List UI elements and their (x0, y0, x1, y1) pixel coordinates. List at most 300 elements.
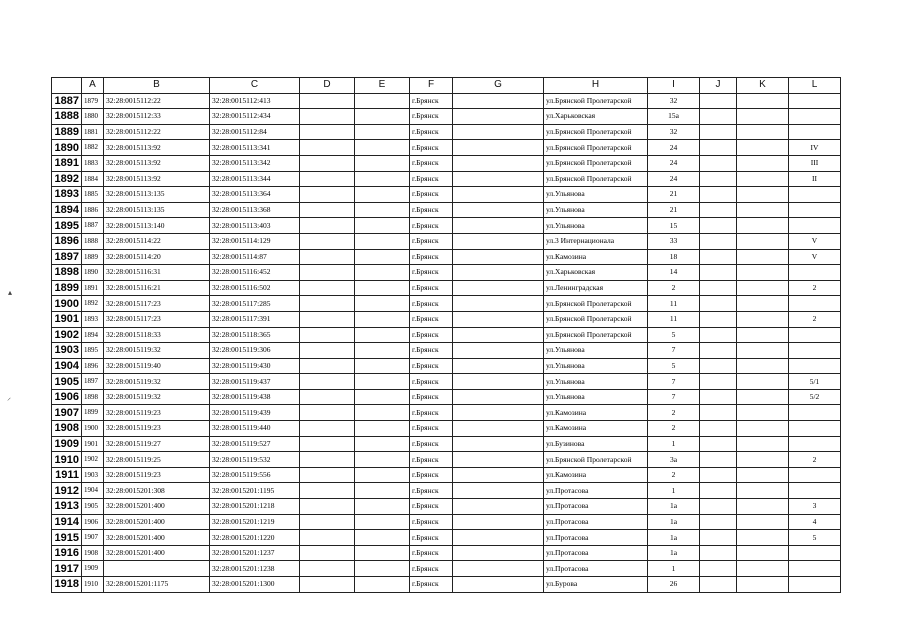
cell-k[interactable] (737, 545, 789, 561)
cell-d[interactable] (300, 109, 355, 125)
cell-a[interactable]: 1902 (82, 452, 104, 468)
cell-d[interactable] (300, 545, 355, 561)
cell-d[interactable] (300, 343, 355, 359)
cell-b[interactable]: 32:28:0015117:23 (104, 296, 210, 312)
cell-c[interactable]: 32:28:0015119:438 (210, 389, 300, 405)
cell-a[interactable]: 1880 (82, 109, 104, 125)
cell-c[interactable]: 32:28:0015201:1237 (210, 545, 300, 561)
cell-h[interactable]: ул.Протасова (544, 545, 648, 561)
row-number[interactable]: 1904 (52, 358, 82, 374)
cell-g[interactable] (453, 561, 544, 577)
cell-e[interactable] (355, 483, 410, 499)
cell-a[interactable]: 1885 (82, 187, 104, 203)
cell-f[interactable]: г.Брянск (410, 343, 453, 359)
cell-i[interactable]: 1 (648, 561, 700, 577)
cell-j[interactable] (700, 109, 737, 125)
cell-h[interactable]: ул.Брянской Пролетарской (544, 327, 648, 343)
cell-j[interactable] (700, 187, 737, 203)
cell-i[interactable]: 15а (648, 109, 700, 125)
cell-a[interactable]: 1904 (82, 483, 104, 499)
cell-a[interactable]: 1905 (82, 499, 104, 515)
cell-h[interactable]: ул.Протасова (544, 499, 648, 515)
cell-j[interactable] (700, 467, 737, 483)
cell-d[interactable] (300, 93, 355, 109)
cell-i[interactable]: 1 (648, 483, 700, 499)
cell-d[interactable] (300, 421, 355, 437)
cell-k[interactable] (737, 358, 789, 374)
cell-b[interactable]: 32:28:0015119:32 (104, 389, 210, 405)
cell-d[interactable] (300, 405, 355, 421)
cell-k[interactable] (737, 93, 789, 109)
cell-c[interactable]: 32:28:0015116:452 (210, 265, 300, 281)
cell-j[interactable] (700, 358, 737, 374)
cell-j[interactable] (700, 249, 737, 265)
cell-a[interactable]: 1884 (82, 171, 104, 187)
cell-a[interactable]: 1879 (82, 93, 104, 109)
column-header-k[interactable]: K (737, 78, 789, 94)
cell-l[interactable]: 5/1 (789, 374, 841, 390)
cell-k[interactable] (737, 249, 789, 265)
cell-l[interactable] (789, 405, 841, 421)
cell-i[interactable]: 33 (648, 233, 700, 249)
cell-c[interactable]: 32:28:0015112:413 (210, 93, 300, 109)
cell-g[interactable] (453, 218, 544, 234)
cell-j[interactable] (700, 296, 737, 312)
cell-a[interactable]: 1886 (82, 202, 104, 218)
cell-a[interactable]: 1910 (82, 577, 104, 593)
cell-g[interactable] (453, 280, 544, 296)
cell-h[interactable]: ул.Протасова (544, 514, 648, 530)
cell-i[interactable]: 1а (648, 545, 700, 561)
cell-d[interactable] (300, 124, 355, 140)
cell-j[interactable] (700, 202, 737, 218)
cell-k[interactable] (737, 343, 789, 359)
cell-j[interactable] (700, 124, 737, 140)
cell-e[interactable] (355, 343, 410, 359)
cell-k[interactable] (737, 577, 789, 593)
cell-l[interactable] (789, 436, 841, 452)
cell-l[interactable]: IV (789, 140, 841, 156)
cell-g[interactable] (453, 233, 544, 249)
cell-k[interactable] (737, 452, 789, 468)
cell-e[interactable] (355, 436, 410, 452)
row-number[interactable]: 1916 (52, 545, 82, 561)
cell-c[interactable]: 32:28:0015116:502 (210, 280, 300, 296)
cell-l[interactable] (789, 358, 841, 374)
cell-a[interactable]: 1901 (82, 436, 104, 452)
cell-a[interactable]: 1888 (82, 233, 104, 249)
cell-d[interactable] (300, 327, 355, 343)
cell-c[interactable]: 32:28:0015119:437 (210, 374, 300, 390)
cell-c[interactable]: 32:28:0015117:391 (210, 311, 300, 327)
cell-d[interactable] (300, 296, 355, 312)
cell-e[interactable] (355, 233, 410, 249)
cell-h[interactable]: ул.Ульянова (544, 374, 648, 390)
cell-i[interactable]: 5 (648, 358, 700, 374)
cell-f[interactable]: г.Брянск (410, 467, 453, 483)
cell-b[interactable]: 32:28:0015201:400 (104, 530, 210, 546)
cell-h[interactable]: ул.Камозина (544, 405, 648, 421)
cell-a[interactable]: 1893 (82, 311, 104, 327)
cell-h[interactable]: ул.Брянской Пролетарской (544, 452, 648, 468)
column-header-e[interactable]: E (355, 78, 410, 94)
cell-g[interactable] (453, 187, 544, 203)
row-number[interactable]: 1908 (52, 421, 82, 437)
cell-h[interactable]: ул.Ульянова (544, 202, 648, 218)
cell-f[interactable]: г.Брянск (410, 187, 453, 203)
cell-d[interactable] (300, 249, 355, 265)
cell-g[interactable] (453, 202, 544, 218)
cell-e[interactable] (355, 218, 410, 234)
cell-e[interactable] (355, 155, 410, 171)
cell-i[interactable]: 1а (648, 530, 700, 546)
cell-f[interactable]: г.Брянск (410, 545, 453, 561)
cell-d[interactable] (300, 280, 355, 296)
cell-b[interactable]: 32:28:0015116:21 (104, 280, 210, 296)
row-number[interactable]: 1911 (52, 467, 82, 483)
cell-b[interactable]: 32:28:0015201:1175 (104, 577, 210, 593)
cell-a[interactable]: 1894 (82, 327, 104, 343)
cell-d[interactable] (300, 202, 355, 218)
cell-e[interactable] (355, 452, 410, 468)
cell-h[interactable]: ул.Бузинова (544, 436, 648, 452)
cell-l[interactable]: 5 (789, 530, 841, 546)
cell-k[interactable] (737, 467, 789, 483)
cell-f[interactable]: г.Брянск (410, 452, 453, 468)
column-header-b[interactable]: B (104, 78, 210, 94)
cell-l[interactable] (789, 327, 841, 343)
cell-a[interactable]: 1900 (82, 421, 104, 437)
cell-g[interactable] (453, 249, 544, 265)
cell-j[interactable] (700, 405, 737, 421)
cell-b[interactable]: 32:28:0015113:92 (104, 155, 210, 171)
cell-j[interactable] (700, 343, 737, 359)
row-number[interactable]: 1895 (52, 218, 82, 234)
cell-d[interactable] (300, 311, 355, 327)
column-header-c[interactable]: C (210, 78, 300, 94)
cell-h[interactable]: ул.Брянской Пролетарской (544, 93, 648, 109)
cell-g[interactable] (453, 93, 544, 109)
cell-h[interactable]: ул.Брянской Пролетарской (544, 171, 648, 187)
column-header-d[interactable]: D (300, 78, 355, 94)
cell-f[interactable]: г.Брянск (410, 327, 453, 343)
cell-f[interactable]: г.Брянск (410, 389, 453, 405)
column-header-l[interactable]: L (789, 78, 841, 94)
cell-i[interactable]: 1а (648, 499, 700, 515)
cell-g[interactable] (453, 343, 544, 359)
cell-k[interactable] (737, 561, 789, 577)
cell-e[interactable] (355, 545, 410, 561)
cell-i[interactable]: 21 (648, 187, 700, 203)
cell-a[interactable]: 1897 (82, 374, 104, 390)
cell-l[interactable]: III (789, 155, 841, 171)
cell-k[interactable] (737, 124, 789, 140)
cell-l[interactable] (789, 218, 841, 234)
cell-e[interactable] (355, 124, 410, 140)
cell-g[interactable] (453, 389, 544, 405)
column-header-g[interactable]: G (453, 78, 544, 94)
cell-l[interactable] (789, 467, 841, 483)
cell-c[interactable]: 32:28:0015201:1218 (210, 499, 300, 515)
cell-g[interactable] (453, 155, 544, 171)
cell-h[interactable]: ул.Брянской Пролетарской (544, 296, 648, 312)
cell-e[interactable] (355, 280, 410, 296)
cell-g[interactable] (453, 421, 544, 437)
cell-j[interactable] (700, 265, 737, 281)
cell-l[interactable]: V (789, 233, 841, 249)
cell-j[interactable] (700, 280, 737, 296)
row-number[interactable]: 1900 (52, 296, 82, 312)
cell-b[interactable]: 32:28:0015113:135 (104, 187, 210, 203)
cell-k[interactable] (737, 421, 789, 437)
cell-j[interactable] (700, 421, 737, 437)
cell-b[interactable]: 32:28:0015113:140 (104, 218, 210, 234)
cell-e[interactable] (355, 514, 410, 530)
cell-b[interactable]: 32:28:0015117:23 (104, 311, 210, 327)
cell-d[interactable] (300, 233, 355, 249)
cell-e[interactable] (355, 265, 410, 281)
cell-c[interactable]: 32:28:0015118:365 (210, 327, 300, 343)
cell-e[interactable] (355, 530, 410, 546)
cell-h[interactable]: ул.Харьковская (544, 109, 648, 125)
cell-j[interactable] (700, 561, 737, 577)
corner-cell[interactable] (52, 78, 82, 94)
row-number[interactable]: 1891 (52, 155, 82, 171)
cell-f[interactable]: г.Брянск (410, 233, 453, 249)
cell-d[interactable] (300, 530, 355, 546)
cell-k[interactable] (737, 140, 789, 156)
row-number[interactable]: 1902 (52, 327, 82, 343)
cell-f[interactable]: г.Брянск (410, 374, 453, 390)
cell-i[interactable]: 15 (648, 218, 700, 234)
cell-c[interactable]: 32:28:0015119:430 (210, 358, 300, 374)
cell-f[interactable]: г.Брянск (410, 514, 453, 530)
cell-e[interactable] (355, 467, 410, 483)
cell-c[interactable]: 32:28:0015112:434 (210, 109, 300, 125)
cell-c[interactable]: 32:28:0015119:439 (210, 405, 300, 421)
cell-k[interactable] (737, 530, 789, 546)
cell-l[interactable]: 2 (789, 311, 841, 327)
cell-h[interactable]: ул.Ленинградская (544, 280, 648, 296)
cell-b[interactable]: 32:28:0015112:33 (104, 109, 210, 125)
cell-a[interactable]: 1909 (82, 561, 104, 577)
row-number[interactable]: 1909 (52, 436, 82, 452)
cell-f[interactable]: г.Брянск (410, 265, 453, 281)
cell-c[interactable]: 32:28:0015119:556 (210, 467, 300, 483)
cell-i[interactable]: 1а (648, 514, 700, 530)
cell-a[interactable]: 1881 (82, 124, 104, 140)
cell-f[interactable]: г.Брянск (410, 499, 453, 515)
cell-i[interactable]: 7 (648, 389, 700, 405)
cell-j[interactable] (700, 499, 737, 515)
cell-b[interactable]: 32:28:0015119:32 (104, 343, 210, 359)
cell-l[interactable]: V (789, 249, 841, 265)
cell-j[interactable] (700, 327, 737, 343)
cell-c[interactable]: 32:28:0015201:1300 (210, 577, 300, 593)
cell-c[interactable]: 32:28:0015114:87 (210, 249, 300, 265)
cell-h[interactable]: ул.Брянской Пролетарской (544, 140, 648, 156)
cell-j[interactable] (700, 389, 737, 405)
cell-a[interactable]: 1896 (82, 358, 104, 374)
cell-c[interactable]: 32:28:0015201:1195 (210, 483, 300, 499)
cell-f[interactable]: г.Брянск (410, 249, 453, 265)
cell-h[interactable]: ул.Протасова (544, 561, 648, 577)
row-number[interactable]: 1890 (52, 140, 82, 156)
cell-d[interactable] (300, 140, 355, 156)
cell-j[interactable] (700, 171, 737, 187)
cell-f[interactable]: г.Брянск (410, 358, 453, 374)
cell-c[interactable]: 32:28:0015201:1220 (210, 530, 300, 546)
cell-b[interactable]: 32:28:0015201:400 (104, 499, 210, 515)
cell-l[interactable] (789, 265, 841, 281)
row-number[interactable]: 1917 (52, 561, 82, 577)
cell-a[interactable]: 1895 (82, 343, 104, 359)
cell-f[interactable]: г.Брянск (410, 93, 453, 109)
cell-g[interactable] (453, 452, 544, 468)
cell-c[interactable]: 32:28:0015113:342 (210, 155, 300, 171)
row-number[interactable]: 1888 (52, 109, 82, 125)
cell-k[interactable] (737, 514, 789, 530)
cell-i[interactable]: 24 (648, 155, 700, 171)
cell-i[interactable]: 7 (648, 343, 700, 359)
cell-g[interactable] (453, 140, 544, 156)
cell-f[interactable]: г.Брянск (410, 171, 453, 187)
row-number[interactable]: 1887 (52, 93, 82, 109)
row-number[interactable]: 1898 (52, 265, 82, 281)
cell-h[interactable]: ул.Ульянова (544, 187, 648, 203)
cell-k[interactable] (737, 327, 789, 343)
cell-j[interactable] (700, 577, 737, 593)
cell-e[interactable] (355, 296, 410, 312)
cell-k[interactable] (737, 171, 789, 187)
cell-j[interactable] (700, 436, 737, 452)
cell-b[interactable]: 32:28:0015113:135 (104, 202, 210, 218)
cell-j[interactable] (700, 514, 737, 530)
cell-b[interactable]: 32:28:0015201:400 (104, 545, 210, 561)
cell-e[interactable] (355, 187, 410, 203)
row-number[interactable]: 1907 (52, 405, 82, 421)
cell-i[interactable]: 7 (648, 374, 700, 390)
cell-e[interactable] (355, 93, 410, 109)
cell-c[interactable]: 32:28:0015119:532 (210, 452, 300, 468)
row-number[interactable]: 1906 (52, 389, 82, 405)
cell-h[interactable]: ул.Ульянова (544, 389, 648, 405)
cell-i[interactable]: 24 (648, 171, 700, 187)
cell-f[interactable]: г.Брянск (410, 280, 453, 296)
cell-d[interactable] (300, 467, 355, 483)
cell-g[interactable] (453, 467, 544, 483)
cell-g[interactable] (453, 124, 544, 140)
cell-j[interactable] (700, 374, 737, 390)
cell-f[interactable]: г.Брянск (410, 124, 453, 140)
row-number[interactable]: 1914 (52, 514, 82, 530)
cell-g[interactable] (453, 358, 544, 374)
cell-b[interactable]: 32:28:0015113:92 (104, 140, 210, 156)
column-header-j[interactable]: J (700, 78, 737, 94)
cell-g[interactable] (453, 483, 544, 499)
cell-j[interactable] (700, 545, 737, 561)
cell-i[interactable]: 11 (648, 296, 700, 312)
row-number[interactable]: 1905 (52, 374, 82, 390)
cell-c[interactable]: 32:28:0015113:341 (210, 140, 300, 156)
cell-k[interactable] (737, 499, 789, 515)
cell-b[interactable]: 32:28:0015114:22 (104, 233, 210, 249)
cell-b[interactable]: 32:28:0015119:23 (104, 467, 210, 483)
cell-c[interactable]: 32:28:0015113:364 (210, 187, 300, 203)
cell-j[interactable] (700, 530, 737, 546)
cell-c[interactable]: 32:28:0015119:306 (210, 343, 300, 359)
cell-g[interactable] (453, 296, 544, 312)
cell-l[interactable]: 4 (789, 514, 841, 530)
cell-k[interactable] (737, 296, 789, 312)
cell-b[interactable]: 32:28:0015119:32 (104, 374, 210, 390)
cell-j[interactable] (700, 452, 737, 468)
cell-i[interactable]: 32 (648, 124, 700, 140)
cell-l[interactable]: 2 (789, 452, 841, 468)
cell-e[interactable] (355, 109, 410, 125)
cell-i[interactable]: 2 (648, 280, 700, 296)
cell-f[interactable]: г.Брянск (410, 421, 453, 437)
cell-c[interactable]: 32:28:0015201:1238 (210, 561, 300, 577)
cell-i[interactable]: 24 (648, 140, 700, 156)
cell-c[interactable]: 32:28:0015113:403 (210, 218, 300, 234)
row-number[interactable]: 1899 (52, 280, 82, 296)
cell-a[interactable]: 1889 (82, 249, 104, 265)
row-number[interactable]: 1893 (52, 187, 82, 203)
cell-e[interactable] (355, 311, 410, 327)
cell-b[interactable]: 32:28:0015112:22 (104, 93, 210, 109)
cell-a[interactable]: 1890 (82, 265, 104, 281)
cell-a[interactable]: 1907 (82, 530, 104, 546)
cell-h[interactable]: ул.Брянской Пролетарской (544, 311, 648, 327)
cell-k[interactable] (737, 436, 789, 452)
cell-f[interactable]: г.Брянск (410, 109, 453, 125)
cell-g[interactable] (453, 545, 544, 561)
cell-d[interactable] (300, 436, 355, 452)
cell-k[interactable] (737, 280, 789, 296)
cell-i[interactable]: 2 (648, 405, 700, 421)
cell-e[interactable] (355, 327, 410, 343)
cell-e[interactable] (355, 374, 410, 390)
cell-j[interactable] (700, 140, 737, 156)
cell-g[interactable] (453, 530, 544, 546)
cell-e[interactable] (355, 249, 410, 265)
cell-l[interactable] (789, 343, 841, 359)
cell-f[interactable]: г.Брянск (410, 577, 453, 593)
cell-k[interactable] (737, 218, 789, 234)
cell-f[interactable]: г.Брянск (410, 530, 453, 546)
cell-i[interactable]: 14 (648, 265, 700, 281)
cell-c[interactable]: 32:28:0015113:344 (210, 171, 300, 187)
cell-a[interactable]: 1903 (82, 467, 104, 483)
cell-b[interactable]: 32:28:0015119:27 (104, 436, 210, 452)
cell-l[interactable]: 5/2 (789, 389, 841, 405)
cell-g[interactable] (453, 514, 544, 530)
cell-d[interactable] (300, 499, 355, 515)
cell-d[interactable] (300, 483, 355, 499)
cell-e[interactable] (355, 140, 410, 156)
column-header-a[interactable]: A (82, 78, 104, 94)
cell-l[interactable] (789, 202, 841, 218)
cell-a[interactable]: 1891 (82, 280, 104, 296)
cell-c[interactable]: 32:28:0015113:368 (210, 202, 300, 218)
cell-h[interactable]: ул.Камозина (544, 249, 648, 265)
column-header-h[interactable]: H (544, 78, 648, 94)
cell-d[interactable] (300, 171, 355, 187)
column-header-f[interactable]: F (410, 78, 453, 94)
cell-a[interactable]: 1906 (82, 514, 104, 530)
cell-h[interactable]: ул.Протасова (544, 483, 648, 499)
